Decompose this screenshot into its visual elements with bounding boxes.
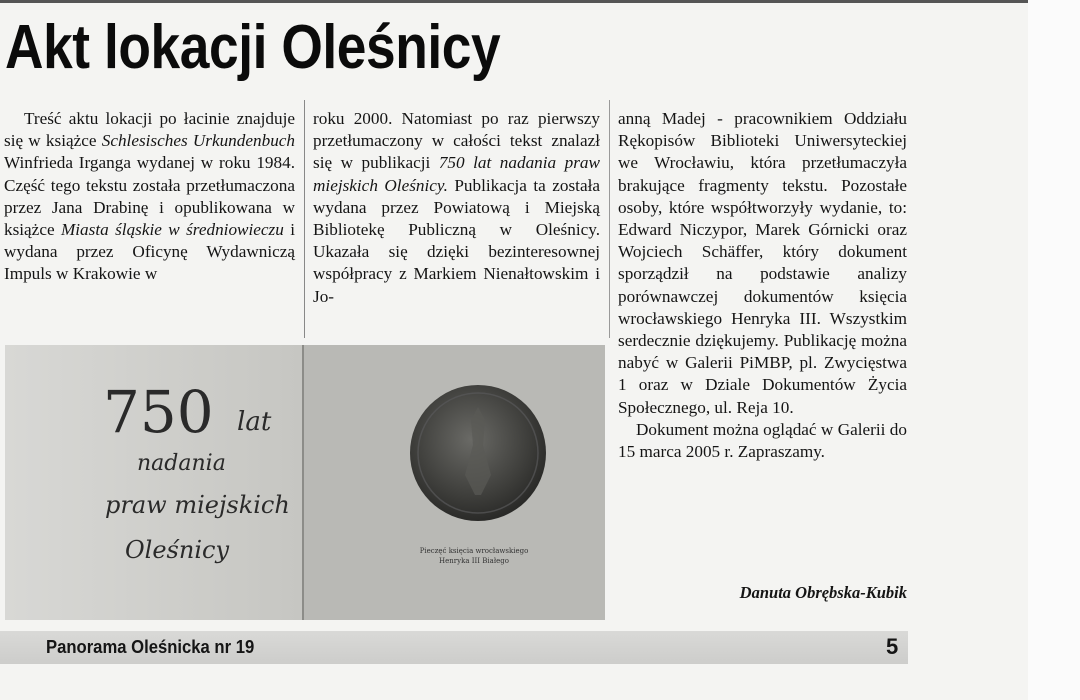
text-run: Treść aktu lokacji po łacinie znajduje się w książce <box>4 109 295 151</box>
article-column-3 <box>618 108 907 463</box>
page-number: 5 <box>886 634 899 659</box>
photo-drawing <box>5 345 605 620</box>
article-photo <box>5 345 605 620</box>
column-divider <box>609 100 610 338</box>
top-rule <box>0 0 1030 3</box>
paragraph <box>4 108 295 286</box>
paragraph <box>313 108 600 308</box>
paragraph: Dokument można oglądać w Galerii do 15 marca 2005 r. Zapraszamy. <box>618 419 907 462</box>
article-column-2 <box>313 108 600 308</box>
photo-text-lat: lat <box>237 407 272 437</box>
photo-text-750: 750 <box>103 378 214 446</box>
seal-caption-1: Pieczęć księcia wrocławskiego <box>419 547 529 555</box>
article-column-1 <box>4 108 295 286</box>
photo-text-praw-miejskich: praw miejskich <box>105 491 290 519</box>
book-title: Miasta śląskie w średniowieczu <box>60 220 284 240</box>
text-run: Publikacja ta została wydana przez Powiatową i Miejską Bibliotekę Publiczną w Oleśnicy. Ukazała się dzięki bezinteresownej współpracy z Markiem Nienałtowskim i Jo- <box>313 175 600 306</box>
book-title: 750 lat nadania praw miejskich Oleśnicy. <box>313 153 600 195</box>
column-divider <box>304 100 305 338</box>
seal-caption-2: Henryka III Białego <box>439 557 509 565</box>
text-run: i wydana przez Oficynę Wydawniczą Impuls w Krakowie w <box>4 220 295 284</box>
photo-text-olesnicy: Oleśnicy <box>125 536 230 564</box>
book-title: Schlesisches Urkundenbuch <box>101 131 296 151</box>
text-run: Winfrieda Irganga wydanej w roku 1984. Część tego tekstu została przetłumaczona przez Jana Drabinę i opublikowana w książce <box>4 153 295 240</box>
article-author: Danuta Obrębska-Kubik <box>739 583 907 602</box>
text-run: roku 2000. Natomiast po raz pierwszy przetłumaczony w całości tekst znalazł się w publikacji <box>313 109 600 173</box>
page-margin <box>1028 0 1080 700</box>
photo-text-nadania: nadania <box>137 451 226 476</box>
paragraph: anną Madej - pracownikiem Oddziału Rękopisów Biblioteki Uniwersyteckiej we Wrocławiu, która przetłumaczyła brakujące fragmenty tekstu. Pozostałe osoby, które współtworzyły wydanie, to: Edward Niczypor, Marek Górnicki oraz Wojciech Schäffer, który dokument sporządził na podstawie analizy porównawczej dokumentów księcia wrocławskiego Henryka III. Wszystkim serdecznie dziękujemy. Publikację można nabyć w Galerii PiMBP, pl. Zwycięstwa 1 oraz w Dziale Dokumentów Życia Społecznego, ul. Reja 10. <box>618 109 907 417</box>
footer-publication-title: Panorama Oleśnicka nr 19 <box>46 636 255 657</box>
article-headline: Akt lokacji Oleśnicy <box>5 13 501 82</box>
